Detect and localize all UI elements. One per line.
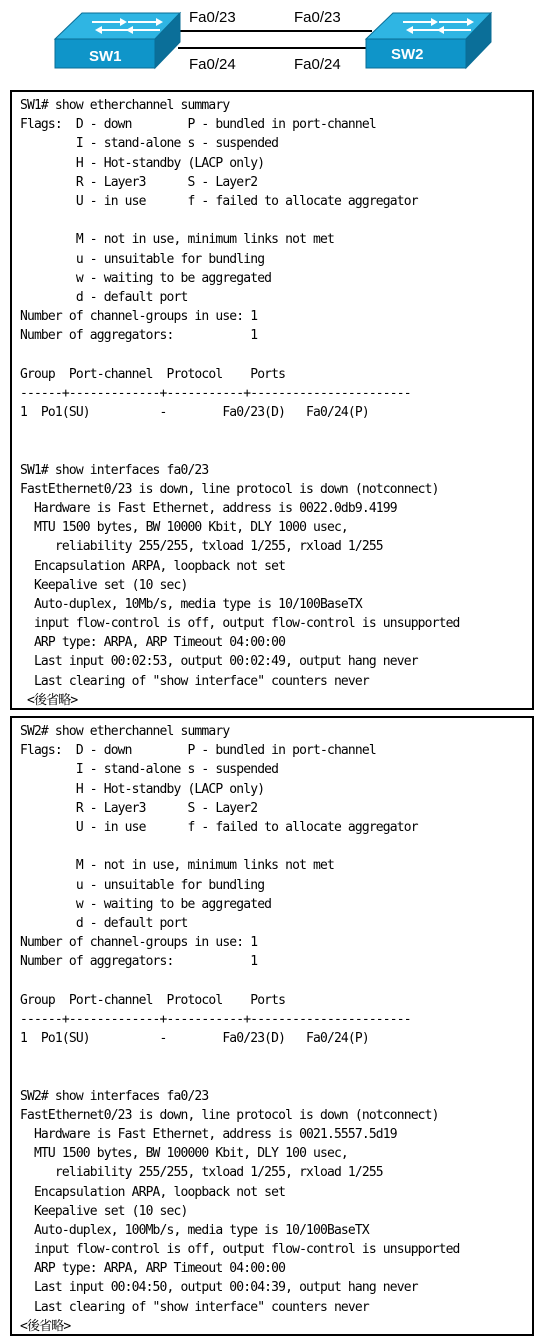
sw1-cli-line: M - not in use, minimum links not met (20, 232, 334, 248)
sw1-cli-line: u - unsuitable for bundling (20, 251, 265, 267)
sw2-cli-line: ------+-------------+-----------+----------------------- (20, 1011, 411, 1027)
sw1-cli-line: Last clearing of "show interface" counters never (20, 673, 369, 689)
sw2-cli-line: Last input 00:04:50, output 00:04:39, output hang never (20, 1280, 418, 1296)
sw1-cli-line: H - Hot-standby (LACP only) (20, 155, 265, 171)
sw1-cli-line: U - in use f - failed to allocate aggregator (20, 193, 418, 209)
sw1-cli-line: Last input 00:02:53, output 00:02:49, output hang never (20, 654, 418, 670)
sw2-cli-line (20, 971, 460, 990)
sw1-cli-line: <後省略> (20, 692, 78, 708)
switch-sw1-label: SW1 (89, 48, 122, 65)
switch-sw2-label: SW2 (391, 46, 424, 63)
sw2-cli-line: H - Hot-standby (LACP only) (20, 781, 265, 797)
sw2-cli-line (20, 837, 460, 856)
sw2-cli-line: MTU 1500 bytes, BW 100000 Kbit, DLY 100 usec, (20, 1146, 348, 1162)
sw2-cli-line: R - Layer3 S - Layer2 (20, 800, 258, 816)
sw2-cli-line: d - default port (20, 915, 188, 931)
sw1-port-fa0-24-label: Fa0/24 (189, 56, 236, 73)
sw2-cli-line: I - stand-alone s - suspended (20, 762, 279, 778)
sw1-cli-line (20, 345, 460, 364)
sw1-cli-line: R - Layer3 S - Layer2 (20, 174, 258, 190)
sw1-cli-line: ------+-------------+-----------+----------------------- (20, 385, 411, 401)
sw1-cli-line: Auto-duplex, 10Mb/s, media type is 10/100BaseTX (20, 596, 362, 612)
sw1-cli-line: input flow-control is off, output flow-control is unsupported (20, 616, 460, 632)
sw1-cli-line: Flags: D - down P - bundled in port-channel (20, 117, 376, 133)
topology-svg (0, 0, 555, 90)
sw1-cli-line: 1 Po1(SU) - Fa0/23(D) Fa0/24(P) (20, 405, 369, 420)
sw2-cli-line: Flags: D - down P - bundled in port-channel (20, 743, 376, 759)
topology-diagram (0, 0, 555, 90)
sw2-port-fa0-23-label: Fa0/23 (294, 9, 341, 26)
sw2-cli-line: Number of channel-groups in use: 1 (20, 935, 258, 951)
sw1-cli-line: Keepalive set (10 sec) (20, 577, 188, 593)
sw1-cli-line: Number of aggregators: 1 (20, 328, 258, 344)
sw2-cli-line: Encapsulation ARPA, loopback not set (20, 1184, 286, 1200)
sw1-cli-line (20, 441, 460, 460)
sw2-cli-line: u - unsuitable for bundling (20, 877, 265, 893)
sw1-cli-line: w - waiting to be aggregated (20, 270, 272, 286)
sw2-cli-line: SW2# show etherchannel summary (20, 724, 230, 739)
sw2-cli-line: Hardware is Fast Ethernet, address is 0021.5557.5d19 (20, 1126, 397, 1142)
sw1-cli-line: Number of channel-groups in use: 1 (20, 309, 258, 325)
sw1-cli-line: Group Port-channel Protocol Ports (20, 366, 286, 382)
sw2-cli-line: w - waiting to be aggregated (20, 896, 272, 912)
sw2-cli-line: ARP type: ARPA, ARP Timeout 04:00:00 (20, 1261, 286, 1277)
sw1-cli-line: reliability 255/255, txload 1/255, rxload 1/255 (20, 539, 383, 555)
sw1-port-fa0-23-label: Fa0/23 (189, 9, 236, 26)
sw2-cli-line: M - not in use, minimum links not met (20, 858, 334, 874)
sw1-cli-output (20, 96, 460, 710)
sw1-cli-line (20, 211, 460, 230)
sw2-cli-line: Last clearing of "show interface" counters never (20, 1299, 369, 1315)
sw2-cli-line: Auto-duplex, 100Mb/s, media type is 10/100BaseTX (20, 1222, 369, 1238)
sw2-cli-line: U - in use f - failed to allocate aggregator (20, 819, 418, 835)
sw1-cli-line: SW1# show interfaces fa0/23 (20, 462, 209, 478)
sw2-cli-output (20, 722, 460, 1336)
sw2-cli-line: Number of aggregators: 1 (20, 954, 258, 970)
sw2-cli-line (20, 1067, 460, 1086)
sw1-cli-line (20, 422, 460, 441)
sw1-cli-line: I - stand-alone s - suspended (20, 136, 279, 152)
sw2-cli-line: 1 Po1(SU) - Fa0/23(D) Fa0/24(P) (20, 1031, 369, 1046)
sw2-cli-output-box (10, 716, 534, 1336)
sw1-cli-line: MTU 1500 bytes, BW 10000 Kbit, DLY 1000 usec, (20, 520, 348, 536)
sw2-cli-line: FastEthernet0/23 is down, line protocol is down (notconnect) (20, 1107, 439, 1123)
sw1-cli-line: Hardware is Fast Ethernet, address is 0022.0db9.4199 (20, 500, 397, 516)
sw2-cli-line: reliability 255/255, txload 1/255, rxload 1/255 (20, 1165, 383, 1181)
sw1-cli-line: ARP type: ARPA, ARP Timeout 04:00:00 (20, 635, 286, 651)
sw2-port-fa0-24-label: Fa0/24 (294, 56, 341, 73)
switch-sw2-icon (366, 13, 491, 68)
sw2-cli-line: <後省略> (20, 1318, 71, 1334)
sw2-cli-line: SW2# show interfaces fa0/23 (20, 1088, 209, 1104)
sw2-cli-line: Group Port-channel Protocol Ports (20, 992, 286, 1008)
sw1-cli-line: d - default port (20, 289, 188, 305)
sw1-cli-line: FastEthernet0/23 is down, line protocol is down (notconnect) (20, 481, 439, 497)
sw2-cli-line (20, 1048, 460, 1067)
sw2-cli-line: input flow-control is off, output flow-control is unsupported (20, 1242, 460, 1258)
sw2-cli-line: Keepalive set (10 sec) (20, 1203, 188, 1219)
sw1-cli-output-box (10, 90, 534, 710)
sw1-cli-line: Encapsulation ARPA, loopback not set (20, 558, 286, 574)
sw1-cli-line: SW1# show etherchannel summary (20, 98, 230, 113)
